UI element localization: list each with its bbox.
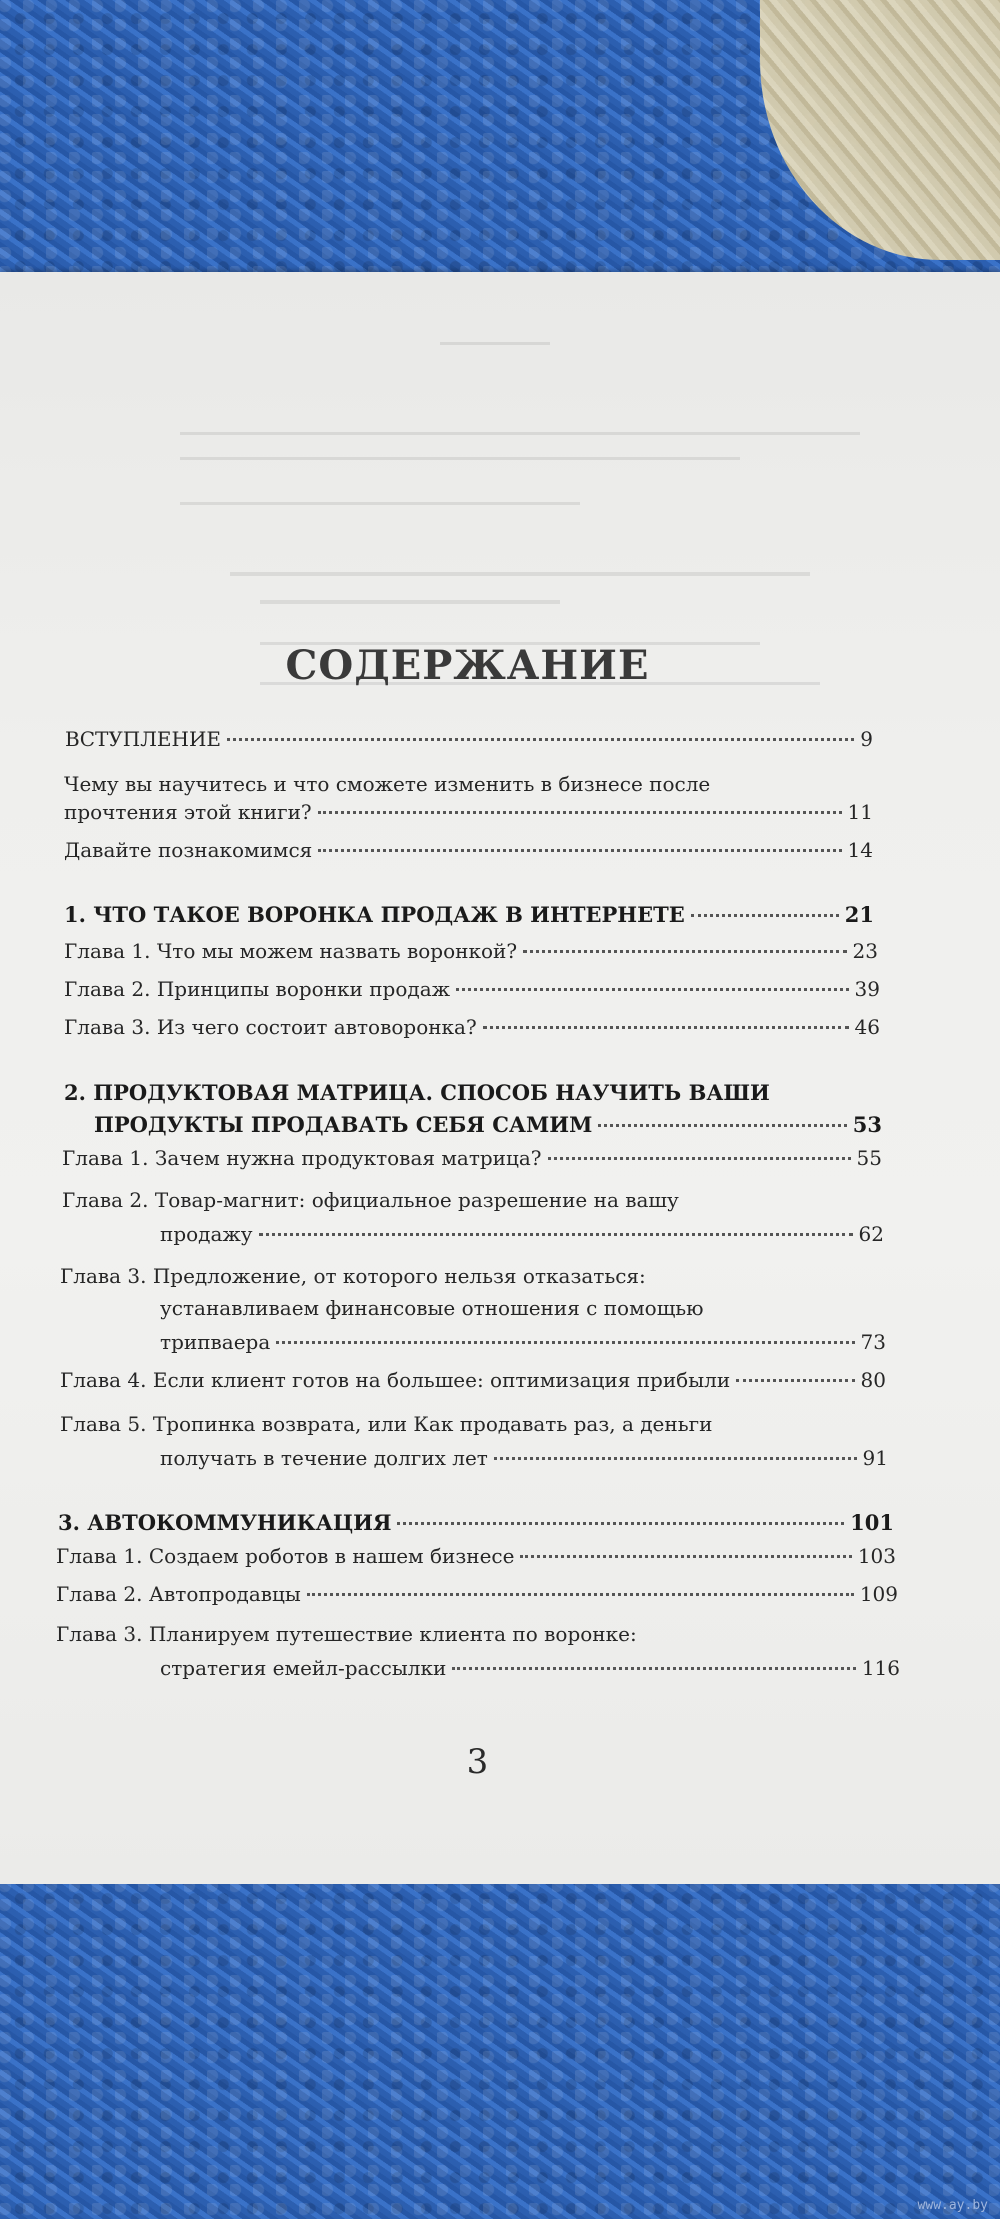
- toc-entry-line: Глава 5. Тропинка возврата, или Как продавать раз, а деньги: [60, 1412, 713, 1436]
- toc-entry-line: Глава 2. Товар-магнит: официальное разрешение на вашу: [62, 1188, 679, 1212]
- toc-entry: трипваера 73: [160, 1330, 886, 1354]
- watermark: www.ay.by: [917, 2198, 988, 2213]
- page-number: 116: [861, 1656, 900, 1680]
- dot-leader: [691, 914, 839, 917]
- dot-leader: [452, 1667, 856, 1670]
- dot-leader: [520, 1555, 851, 1558]
- page-number: 9: [860, 727, 873, 751]
- toc-entry: прочтения этой книги? 11: [64, 800, 873, 824]
- dot-leader: [456, 988, 849, 991]
- toc-entry: Глава 1. Что мы можем назвать воронкой? 23: [64, 939, 878, 963]
- toc-entry-line: Чему вы научитесь и что сможете изменить в бизнесе после: [64, 772, 711, 796]
- toc-entry-line: устанавливаем финансовые отношения с помощью: [160, 1296, 704, 1320]
- page-number: 53: [852, 1112, 882, 1137]
- dot-leader: [494, 1457, 857, 1460]
- toc-entry: продажу 62: [160, 1222, 884, 1246]
- dot-leader: [307, 1593, 854, 1596]
- carpet-background-bottom: [0, 1880, 1000, 2219]
- toc-entry: Глава 1. Создаем роботов в нашем бизнесе 103: [56, 1544, 896, 1568]
- toc-entry: Глава 4. Если клиент готов на большее: оптимизация прибыли 80: [60, 1368, 886, 1392]
- page-number: 23: [852, 939, 878, 963]
- dot-leader: [259, 1233, 853, 1236]
- toc-part-line: 2. ПРОДУКТОВАЯ МАТРИЦА. СПОСОБ НАУЧИТЬ ВАШИ: [64, 1080, 770, 1105]
- page-number: 91: [862, 1446, 888, 1470]
- book-page: [0, 272, 1000, 1884]
- page-folio-number: 3: [466, 1742, 489, 1782]
- page-number: 109: [859, 1582, 898, 1606]
- page-number: 73: [860, 1330, 886, 1354]
- dot-leader: [397, 1522, 844, 1525]
- dot-leader: [598, 1124, 846, 1127]
- page-number: 14: [847, 838, 873, 862]
- toc-entry: Глава 2. Принципы воронки продаж 39: [64, 977, 880, 1001]
- page-number: 21: [844, 902, 874, 927]
- toc-entry: Давайте познакомимся 14: [64, 838, 873, 862]
- dot-leader: [548, 1157, 851, 1160]
- page-number: 55: [856, 1146, 882, 1170]
- toc-entry: Глава 1. Зачем нужна продуктовая матрица? 55: [62, 1146, 882, 1170]
- toc-entry-line: Глава 3. Планируем путешествие клиента по воронке:: [56, 1622, 637, 1646]
- toc-entry: Глава 2. Автопродавцы 109: [56, 1582, 898, 1606]
- page-number: 103: [857, 1544, 896, 1568]
- page-number: 39: [854, 977, 880, 1001]
- dot-leader: [736, 1379, 854, 1382]
- toc-entry: получать в течение долгих лет 91: [160, 1446, 888, 1470]
- page-number: 11: [847, 800, 873, 824]
- page-title: СОДЕРЖАНИЕ: [285, 642, 650, 689]
- dot-leader: [227, 738, 854, 741]
- toc-entry: ВСТУПЛЕНИЕ 9: [65, 727, 873, 751]
- toc-entry: Глава 3. Из чего состоит автоворонка? 46: [64, 1015, 880, 1039]
- table-of-contents: [0, 272, 1000, 1884]
- page-number: 101: [850, 1510, 894, 1535]
- dot-leader: [523, 950, 846, 953]
- toc-entry: стратегия емейл-рассылки 116: [160, 1656, 900, 1680]
- dot-leader: [318, 849, 841, 852]
- dot-leader: [318, 811, 842, 814]
- page-number: 62: [858, 1222, 884, 1246]
- page-number: 80: [860, 1368, 886, 1392]
- toc-part: ПРОДУКТЫ ПРОДАВАТЬ СЕБЯ САМИМ 53: [94, 1112, 882, 1137]
- page-number: 46: [854, 1015, 880, 1039]
- toc-part: 1. ЧТО ТАКОЕ ВОРОНКА ПРОДАЖ В ИНТЕРНЕТЕ 21: [64, 902, 874, 927]
- toc-part: 3. АВТОКОММУНИКАЦИЯ 101: [58, 1510, 894, 1535]
- toc-entry-line: Глава 3. Предложение, от которого нельзя отказаться:: [60, 1264, 646, 1288]
- dot-leader: [483, 1026, 849, 1029]
- dot-leader: [276, 1341, 854, 1344]
